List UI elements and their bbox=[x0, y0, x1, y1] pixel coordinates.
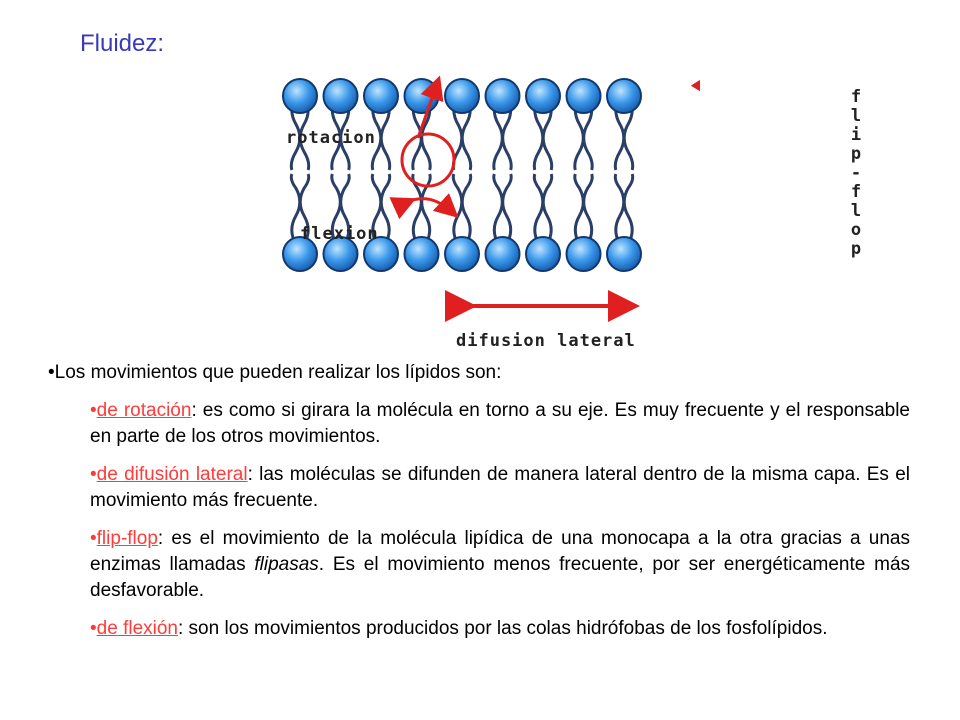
lipid-head bbox=[445, 237, 479, 271]
lipid-head bbox=[607, 237, 641, 271]
label-flexion: flexion bbox=[300, 224, 379, 244]
lipid-head bbox=[526, 237, 560, 271]
lipid-head bbox=[567, 79, 601, 113]
lipid-tail bbox=[534, 174, 543, 244]
label-rotation: rotacion bbox=[286, 128, 376, 148]
lipid-head bbox=[283, 79, 317, 113]
term-lateral[interactable]: de difusión lateral bbox=[96, 464, 248, 485]
lipid-head bbox=[486, 237, 520, 271]
lipid-tail bbox=[462, 174, 471, 244]
term-rotation[interactable]: de rotación bbox=[96, 400, 192, 421]
list-item-flipflop: •flip-flop: es el movimiento de la molécula lipídica de una monocapa a la otra gracias a unas enzimas llamadas flipasas. Es el movimiento menos frecuente, por ser energéticamente más desfavorable. bbox=[90, 528, 911, 601]
label-lateral-diffusion: difusion lateral bbox=[456, 331, 636, 351]
content-text bbox=[48, 360, 910, 654]
lipid-tail bbox=[624, 174, 633, 244]
intro-text: •Los movimientos que pueden realizar los lípidos son: bbox=[48, 362, 502, 383]
lipid-tail bbox=[584, 174, 593, 244]
list-item-lateral: •de difusión lateral: las moléculas se difunden de manera lateral dentro de la misma capa. Es el movimiento más frecuente. bbox=[90, 464, 910, 511]
lipid-bilayer-diagram bbox=[280, 66, 700, 356]
list-item-rotation: •de rotación: es como si girara la molécula en torno a su eje. Es muy frecuente y el responsable en parte de los otros movimientos. bbox=[90, 400, 910, 447]
flexion-arrow bbox=[408, 199, 452, 212]
label-flipflop: f l i p - f l o p bbox=[850, 87, 862, 259]
lipid-head bbox=[405, 237, 439, 271]
list-item-flexion: •de flexión: son los movimientos producidos por las colas hidrófobas de los fosfolípidos. bbox=[90, 618, 828, 639]
lipid-head bbox=[486, 79, 520, 113]
lipid-tail bbox=[494, 174, 503, 244]
lipid-tail bbox=[503, 174, 512, 244]
lipid-tail bbox=[381, 174, 390, 244]
lipid-tail bbox=[543, 174, 552, 244]
page-title: Fluidez: bbox=[80, 30, 165, 57]
lipid-tail bbox=[291, 174, 300, 244]
lipid-tail bbox=[575, 174, 584, 244]
lipid-head bbox=[364, 79, 398, 113]
term-flexion[interactable]: de flexión bbox=[96, 618, 178, 639]
lipid-head bbox=[567, 237, 601, 271]
lipid-head bbox=[607, 79, 641, 113]
lipid-tail bbox=[615, 174, 624, 244]
lipid-head bbox=[324, 79, 358, 113]
lipid-head bbox=[526, 79, 560, 113]
term-flipflop[interactable]: flip-flop bbox=[96, 528, 158, 549]
lipid-tail bbox=[453, 174, 462, 244]
lipid-head bbox=[445, 79, 479, 113]
